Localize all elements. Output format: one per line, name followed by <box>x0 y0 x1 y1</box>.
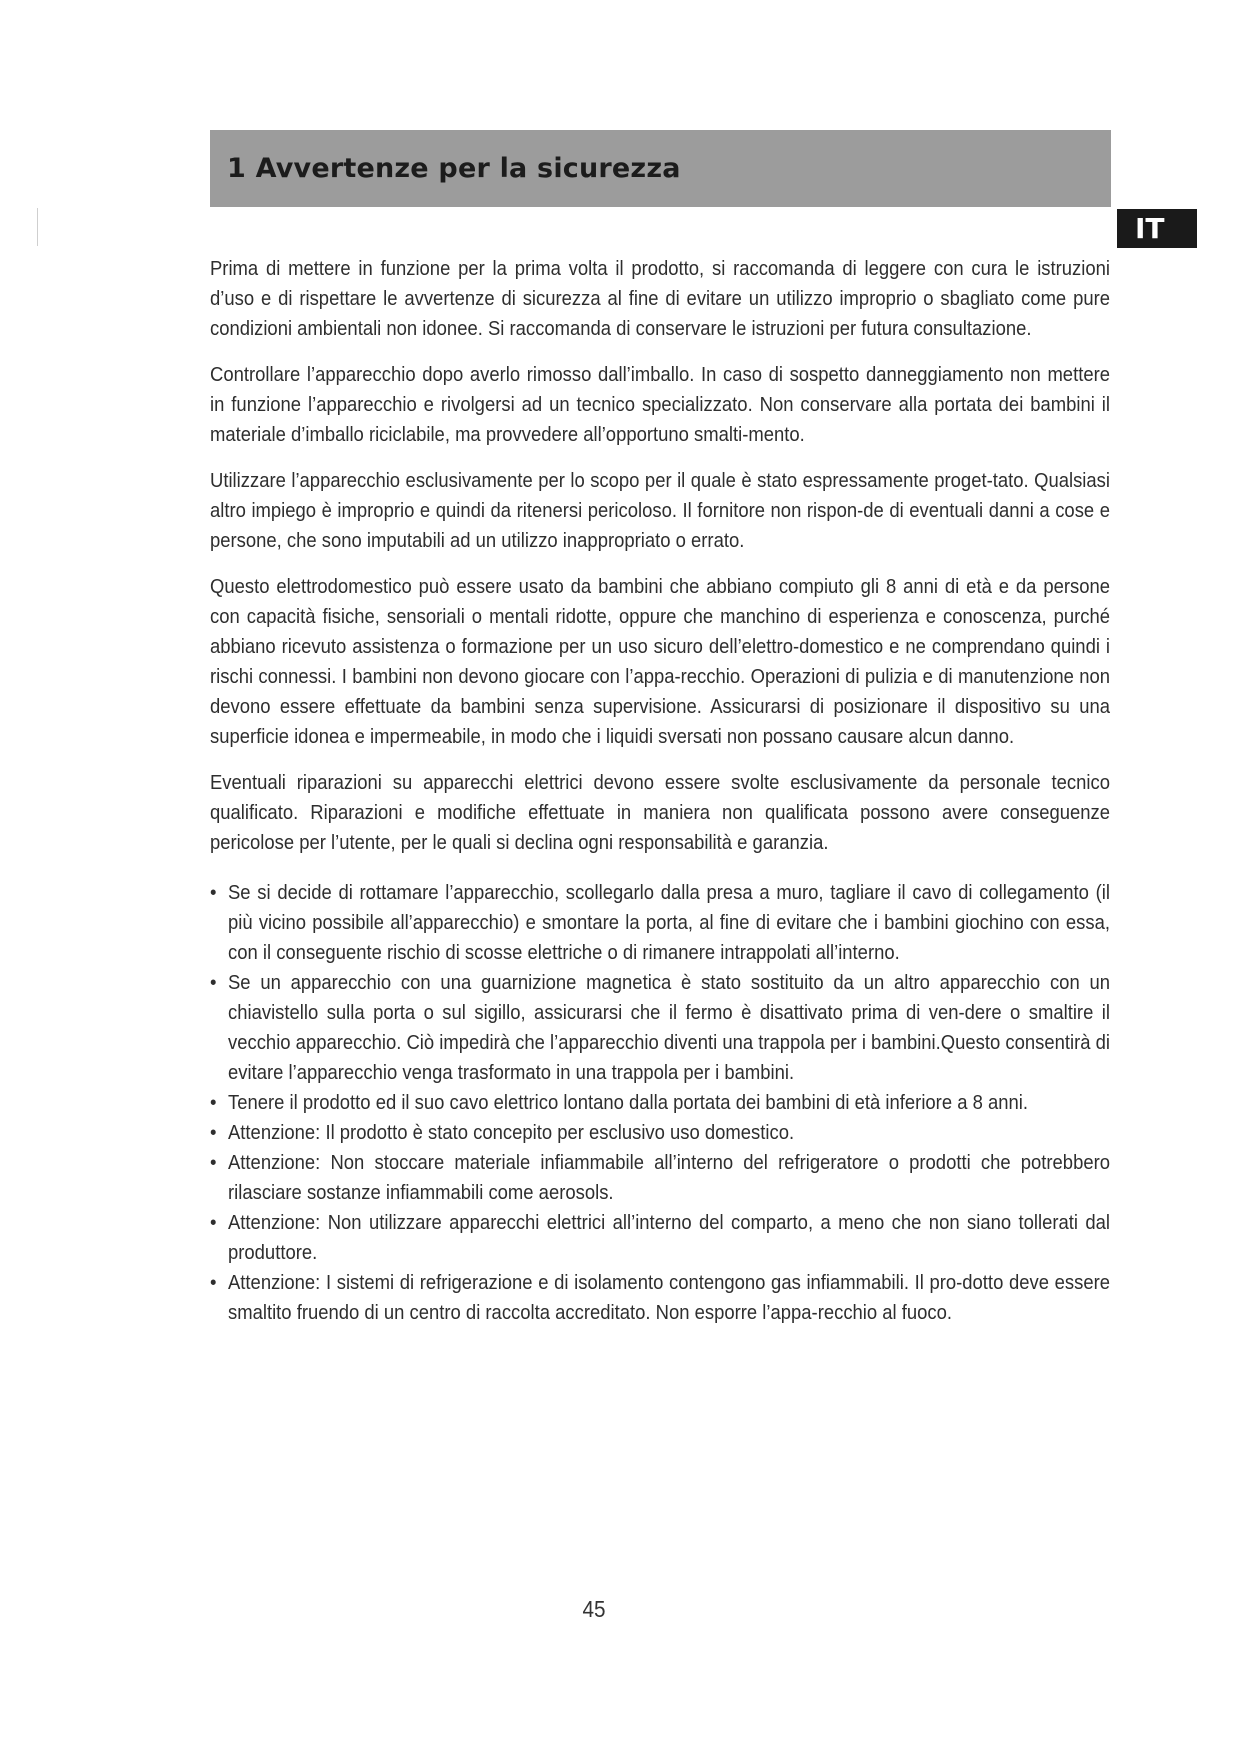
list-item <box>210 878 1110 968</box>
bullet-icon: • <box>210 1151 217 1174</box>
page-number: 45 <box>582 1596 606 1622</box>
language-badge: IT <box>1117 209 1197 248</box>
packaging-paragraph: Controllare l’apparecchio dopo averlo rimosso dall’imballo. In caso di sospetto danneggiamento non mettere in funzione l’apparecchio e rivolgersi ad un tecnico specializzato. Non conservare alla portata dei bambini il materiale d’imballo riciclabile, ma provvedere all’opportuno smalti-mento. <box>210 363 1110 446</box>
repairs-paragraph: Eventuali riparazioni su apparecchi elettrici devono essere svolte esclusivamente da personale tecnico qualificato. Riparazioni e modifiche effettuate in maniera non qualificata possono avere conseguenze pericolose per l’utente, per le quali si declina ogni responsabilità e garanzia. <box>210 771 1110 854</box>
list-item <box>210 1148 1110 1208</box>
bullet-icon: • <box>210 1091 217 1114</box>
bullet-text: Se un apparecchio con una guarnizione magnetica è stato sostituito da un altro apparecchio con un chiavistello sulla porta o sul sigillo, assicurarsi che il fermo è disattivato prima di ven-dere o smaltire il vecchio apparecchio. Ciò impedirà che l’apparecchio diventi una trappola per i bambini.Questo consentirà di evitare l’apparecchio venga trasformato in una trappola per i bambini. <box>228 971 1111 1084</box>
safety-bullet-list <box>210 878 1110 1328</box>
bullet-icon: • <box>210 1211 217 1234</box>
bullet-icon: • <box>210 971 217 994</box>
list-item <box>210 1118 1110 1148</box>
intended-use-paragraph: Utilizzare l’apparecchio esclusivamente per lo scopo per il quale è stato espressamente proget-tato. Qualsiasi altro impiego è improprio e quindi da ritenersi pericoloso. Il fornitore non rispon-de di eventuali danni a cose e persone, che sono imputabili ad un utilizzo inappropriato o errato. <box>210 469 1110 552</box>
bullet-text: Se si decide di rottamare l’apparecchio, scollegarlo dalla presa a muro, tagliare il cavo di collegamento (il più vicino possibile all’apparecchio) e smontare la porta, al fine di evitare che i bambini giochino con essa, con il conseguente rischio di scosse elettriche o di rimanere intrappolati all’interno. <box>228 881 1110 964</box>
intro-paragraph: Prima di mettere in funzione per la prima volta il prodotto, si raccomanda di leggere con cura le istruzioni d’uso e di rispettare le avvertenze di sicurezza al fine di evitare un utilizzo improprio o sbagliato come pure condizioni ambientali non idonee. Si raccomanda di conservare le istruzioni per futura consultazione. <box>210 257 1110 340</box>
body-content <box>210 254 1110 1328</box>
list-item <box>210 1208 1110 1268</box>
section-header <box>210 130 1111 207</box>
bullet-text: Tenere il prodotto ed il suo cavo elettrico lontano dalla portata dei bambini di età inferiore a 8 anni. <box>228 1091 1029 1114</box>
bullet-text: Attenzione: Non stoccare materiale infiammabile all’interno del refrigeratore o prodotti che potrebbero rilasciare sostanze infiammabili come aerosols. <box>228 1151 1110 1204</box>
bullet-text: Attenzione: I sistemi di refrigerazione e di isolamento contengono gas infiammabili. Il pro-dotto deve essere smaltito fruendo di un centro di raccolta accreditato. Non esporre l’appa-recchio al fuoco. <box>228 1271 1110 1324</box>
list-item <box>210 1088 1110 1118</box>
bullet-icon: • <box>210 881 217 904</box>
bullet-text: Attenzione: Non utilizzare apparecchi elettrici all’interno del comparto, a meno che non siano tollerati dal produttore. <box>228 1211 1110 1264</box>
list-item <box>210 968 1110 1088</box>
list-item <box>210 1268 1110 1328</box>
bullet-icon: • <box>210 1271 217 1294</box>
bullet-icon: • <box>210 1121 217 1144</box>
margin-rule <box>37 208 38 246</box>
bullet-text: Attenzione: Il prodotto è stato concepito per esclusivo uso domestico. <box>228 1121 795 1144</box>
section-title: 1 Avvertenze per la sicurezza <box>227 153 681 184</box>
children-paragraph: Questo elettrodomestico può essere usato da bambini che abbiano compiuto gli 8 anni di età e da persone con capacità fisiche, sensoriali o mentali ridotte, oppure che manchino di esperienza e conoscenza, purché abbiano ricevuto assistenza o formazione per un uso sicuro dell’elettro-domestico e ne comprendano quindi i rischi connessi. I bambini non devono giocare con l’appa-recchio. Operazioni di pulizia e di manutenzione non devono essere effettuate da bambini senza supervisione. Assicurarsi di posizionare il dispositivo su una superficie idonea e impermeabile, in modo che i liquidi sversati non possano causare alcun danno. <box>210 575 1110 748</box>
